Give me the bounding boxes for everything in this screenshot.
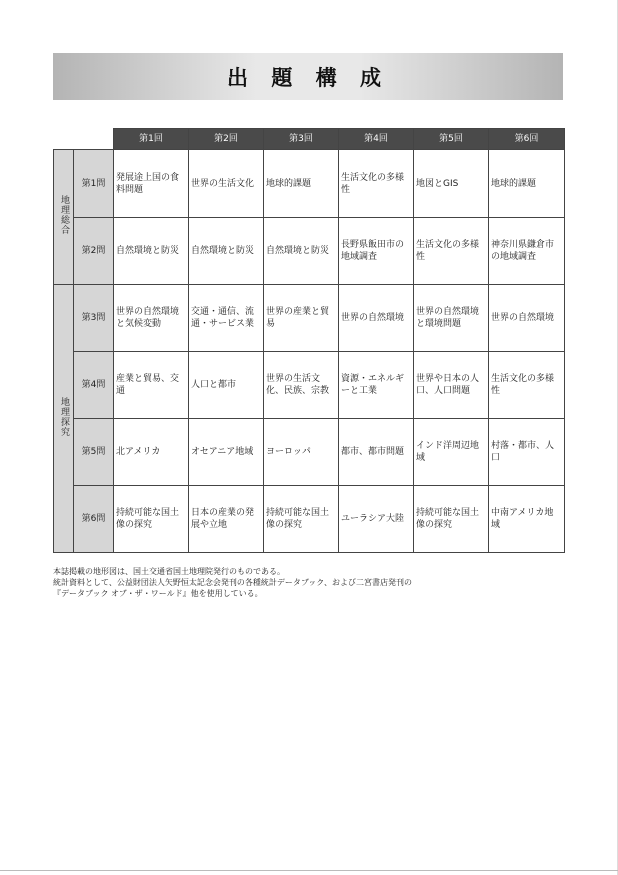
question-label: 第6問 (74, 486, 114, 553)
column-header: 第4回 (339, 129, 414, 150)
column-header: 第6回 (489, 129, 565, 150)
table-cell: 生活文化の多様性 (489, 352, 565, 419)
table-cell: 持続可能な国土像の探究 (264, 486, 339, 553)
table-cell: 世界の自然環境と環境問題 (414, 285, 489, 352)
table-row (54, 150, 565, 218)
table-cell: 世界の自然環境 (489, 285, 565, 352)
footnote-line: 『データブック オブ・ザ・ワールド』他を使用している。 (53, 589, 263, 598)
table-cell: 産業と貿易、交通 (114, 352, 189, 419)
footnotes (53, 566, 573, 599)
table-cell: 人口と都市 (189, 352, 264, 419)
table-cell: 持続可能な国土像の探究 (114, 486, 189, 553)
section-label: 地理総合 (59, 195, 69, 235)
table-cell: オセアニア地域 (189, 419, 264, 486)
table-cell: 自然環境と防災 (189, 218, 264, 285)
question-label: 第3問 (74, 285, 114, 352)
table-row (54, 285, 565, 352)
column-header: 第5回 (414, 129, 489, 150)
table-row (54, 486, 565, 553)
table-cell: 中南アメリカ地域 (489, 486, 565, 553)
table-row (54, 218, 565, 285)
table-cell: 交通・通信、流通・サービス業 (189, 285, 264, 352)
table-cell: ヨーロッパ (264, 419, 339, 486)
section-label-cell (54, 150, 74, 285)
section-label: 地理探究 (59, 396, 69, 437)
table-cell: 世界の産業と貿易 (264, 285, 339, 352)
page-bottom-edge (0, 870, 618, 875)
column-header: 第2回 (189, 129, 264, 150)
column-header: 第3回 (264, 129, 339, 150)
table-cell: ユーラシア大陸 (339, 486, 414, 553)
table-cell: 世界や日本の人口、人口問題 (414, 352, 489, 419)
footnote-line: 統計資料として、公益財団法人矢野恒太記念会発刊の各種統計データブック、および二宮書店発刊の (53, 578, 412, 587)
table-cell: 北アメリカ (114, 419, 189, 486)
table-cell: 世界の生活文化 (189, 150, 264, 218)
table-cell: 生活文化の多様性 (339, 150, 414, 218)
question-label: 第2問 (74, 218, 114, 285)
page-title: 出 題 構 成 (227, 65, 389, 90)
question-label: 第4問 (74, 352, 114, 419)
table-cell: 長野県飯田市の地域調査 (339, 218, 414, 285)
question-label: 第5問 (74, 419, 114, 486)
table-cell: 都市、都市問題 (339, 419, 414, 486)
exam-structure-table (53, 128, 565, 553)
table-cell: 神奈川県鎌倉市の地域調査 (489, 218, 565, 285)
table-cell: 自然環境と防災 (264, 218, 339, 285)
table-cell: 自然環境と防災 (114, 218, 189, 285)
table-cell: 地球的課題 (489, 150, 565, 218)
table-cell: 世界の生活文化、民族、宗教 (264, 352, 339, 419)
title-banner (53, 53, 563, 100)
table-cell: 資源・エネルギーと工業 (339, 352, 414, 419)
table-corner (54, 129, 114, 150)
table-cell: 世界の自然環境と気候変動 (114, 285, 189, 352)
table-cell: 村落・都市、人口 (489, 419, 565, 486)
header-row (54, 129, 565, 150)
table-cell: 発展途上国の食料問題 (114, 150, 189, 218)
table-cell: インド洋周辺地域 (414, 419, 489, 486)
footnote-line: 本誌掲載の地形図は、国土交通省国土地理院発行のものである。 (53, 567, 285, 576)
question-label: 第1問 (74, 150, 114, 218)
table-row (54, 419, 565, 486)
table-cell: 持続可能な国土像の探究 (414, 486, 489, 553)
section-label-cell (54, 285, 74, 553)
table-cell: 日本の産業の発展や立地 (189, 486, 264, 553)
table-cell: 地図とGIS (414, 150, 489, 218)
table-cell: 地球的課題 (264, 150, 339, 218)
table-cell: 世界の自然環境 (339, 285, 414, 352)
table-row (54, 352, 565, 419)
table-cell: 生活文化の多様性 (414, 218, 489, 285)
column-header: 第1回 (114, 129, 189, 150)
